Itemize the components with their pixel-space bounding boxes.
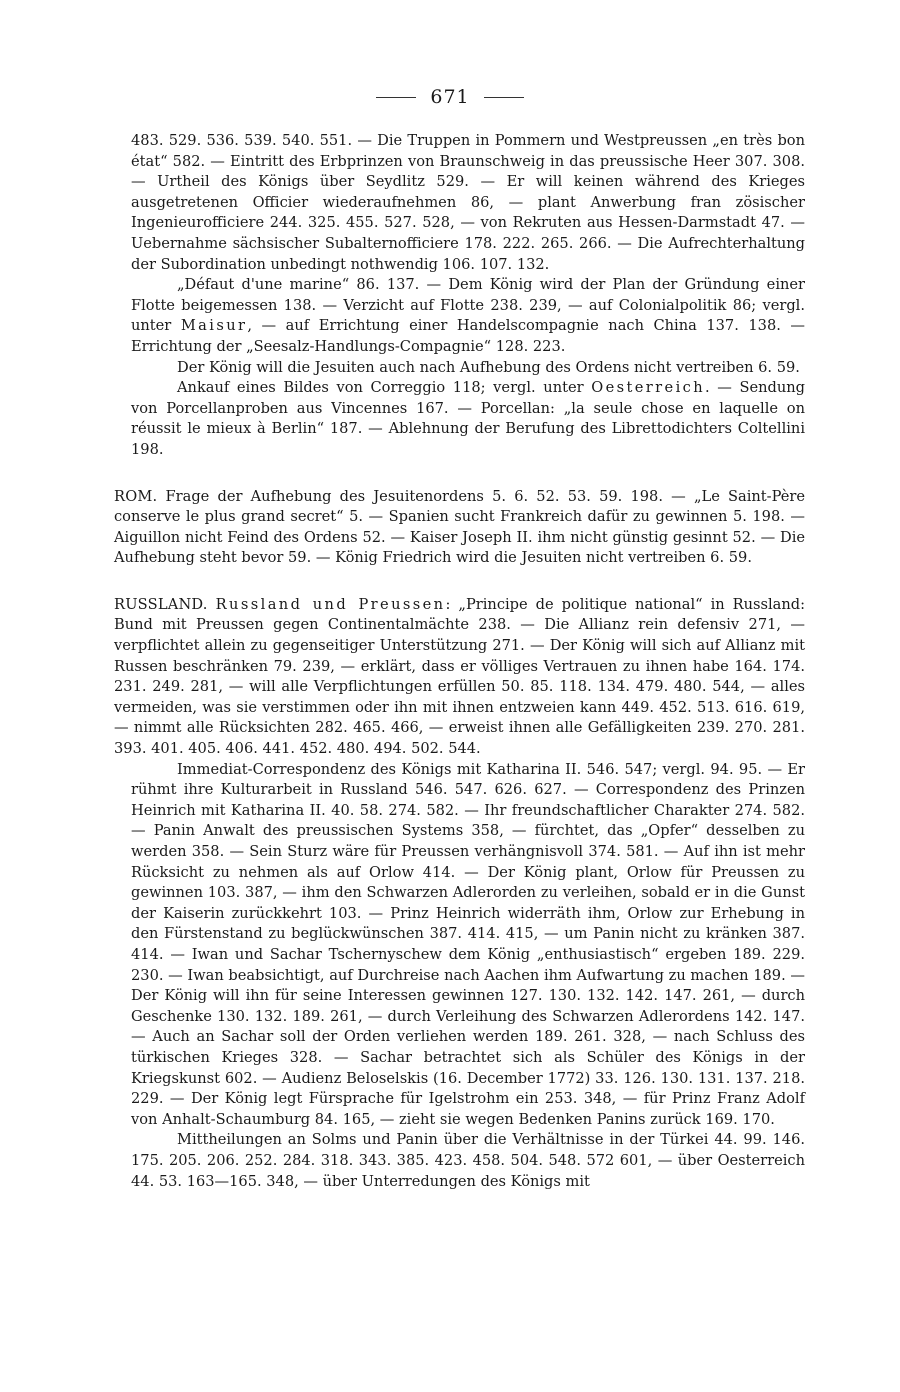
paragraph-marine — [131, 275, 805, 357]
entry-rom — [114, 487, 805, 569]
paragraph-continuation — [131, 131, 805, 275]
spaced-reference: Maisur — [180, 317, 248, 335]
paragraph-text: . — Sendung von Porcellanproben aus Vincennes 167. — Porcellan: „la seule chose en laquelle on réussit le mieux à Berlin“ 187. — Ablehnung der Berufung des Librettodichters Coltellini 198. — [131, 379, 806, 458]
entry-russland — [114, 595, 805, 760]
paragraph-katharina — [131, 760, 805, 1131]
paragraph-jesuiten — [131, 358, 805, 379]
paragraph-text: 483. 529. 536. 539. 540. 551. — Die Truppen in Pommern und Westpreussen „en très bon état“ 582. — Eintritt des Erbprinzen von Braunschweig in das preussische Heer 307. 308. — Urtheil des Königs über Seydlitz 529. — Er will keinen während des Krieges ausgetretenen Officier wiederaufnehmen 86, — plant Anwerbung fran zösischer Ingenieurofficiere 244. 325. 455. 527. 528, — von Rekruten aus Hessen-Darmstadt 47. — Uebernahme sächsischer Subalternofficiere 178. 222. 265. 266. — Die Aufrechterhaltung der Subordination unbedingt nothwendig 106. 107. 132. — [131, 132, 805, 273]
spaced-reference: Oesterreich — [591, 379, 706, 397]
paragraph-text: Immediat-Correspondenz des Königs mit Katharina II. 546. 547; vergl. 94. 95. — Er rühmt ihre Kulturarbeit in Russland 546. 547. 626. 627. — Correspondenz des Prinzen Heinrich mit Katharina II. 40. 58. 274. 582. — Ihr freundschaftlicher Charakter 274. 582. — Panin Anwalt des preussischen Systems 358, — fürchtet, das „Opfer“ desselben zu werden 358. — Sein Sturz wäre für Preussen verhängnisvoll 374. 581. — Auf ihn ist mehr Rücksicht zu nehmen als auf Orlow 414. — Der König plant, Orlow für Preussen zu gewinnen 103. 387, — ihm den Schwarzen Adlerorden zu verleihen, sobald er in die Gunst der Kaiserin zurückkehrt 103. — Prinz Heinrich widerräth ihm, Orlow zur Erhebung in den Fürstenstand zu beglückwünschen 387. 414. 415, — um Panin nicht zu kränken 387. 414. — Iwan und Sachar Tschernyschew dem König „enthusiastisch“ ergeben 189. 229. 230. — Iwan beabsichtigt, auf Durchreise nach Aachen ihm Aufwartung zu machen 189. — Der König will ihn für seine Interessen gewinnen 127. 130. 132. 142. 147. 261, — durch Geschenke 130. 132. 189. 261, — durch Verleihung des Schwarzen Adlerordens 142. 147. — Auch an Sachar soll der Orden verliehen werden 189. 261. 328, — nach Schluss des türkischen Krieges 328. — Sachar betrachtet sich als Schüler des Königs in der Kriegskunst 602. — Audienz Beloselskis (16. December 1772) 33. 126. 130. 131. 137. 218. 229. — Der König legt Fürsprache für Igelstrohm ein 253. 348, — für Prinz Franz Adolf von Anhalt-Schaumburg 84. 165, — zieht sie wegen Bedenken Panins zurück 169. 170. — [131, 760, 805, 1128]
header-rule-left — [376, 97, 416, 98]
paragraph-text: Der König will die Jesuiten auch nach Aufhebung des Ordens nicht vertreiben 6. 59. — [177, 358, 800, 376]
paragraph-text: , — auf Errichtung einer Handelscompagnie nach China 137. 138. — Errichtung der „Seesalz-Handlungs-Compagnie“ 128. 223. — [131, 317, 805, 355]
page-header — [0, 86, 900, 108]
paragraph-text: Mittheilungen an Solms und Panin über die Verhältnisse in der Türkei 44. 99. 146. 175. 205. 206. 252. 284. 318. 343. 385. 423. 458. 504. 548. 572 601, — über Oesterreich 44. 53. 163—165. 348, — über Unterredungen des Königs mit — [131, 1131, 805, 1190]
page-number: 671 — [430, 86, 470, 108]
entry-heading: RUSSLAND. — [114, 595, 208, 613]
paragraph-text: Ankauf eines Bildes von Correggio 118; vergl. unter — [177, 379, 584, 397]
spaced-subheading: Russland und Preussen — [215, 595, 446, 613]
entry-text: : „Principe de politique national“ in Russland: Bund mit Preussen gegen Continentalmächte 238. — Die Allianz rein defensiv 271, — verpflichtet allein zu gegenseitiger Unterstützung 271. — Der König will sich auf Allianz mit Russen beschränken 79. 239, — erklärt, dass er völliges Vertrauen zu ihnen habe 164. 174. 231. 249. 281, — will alle Verpflichtungen erfüllen 50. 85. 118. 134. 479. 480. 544, — alles vermeiden, was sie verstimmen oder ihn mit ihnen entzweien kann 449. 452. 513. 616. 619, — nimmt alle Rücksichten 282. 465. 466, — erweist ihnen alle Gefälligkeiten 239. 270. 281. 393. 401. 405. 406. 441. 452. 480. 494. 502. 544. — [114, 595, 806, 758]
header-rule-right — [484, 97, 524, 98]
paragraph-correggio — [131, 378, 805, 460]
index-text — [114, 131, 806, 1192]
paragraph-solms-panin — [131, 1130, 805, 1192]
entry-text: Frage der Aufhebung des Jesuitenordens 5. 6. 52. 53. 59. 198. — „Le Saint-Père conserve le plus grand secret“ 5. — Spanien sucht Frankreich dafür zu gewinnen 5. 198. — Aiguillon nicht Feind des Ordens 52. — Kaiser Joseph II. ihm nicht günstig gesinnt 52. — Die Aufhebung steht bevor 59. — König Friedrich wird die Jesuiten nicht vertreiben 6. 59. — [114, 487, 805, 567]
entry-heading: ROM. — [114, 487, 158, 505]
paragraph-text: „Défaut d'une marine“ 86. 137. — Dem König wird der Plan der Gründung einer Flotte beigemessen 138. — Verzicht auf Flotte 238. 239, — auf Colonialpolitik 86; vergl. unter — [131, 276, 805, 335]
